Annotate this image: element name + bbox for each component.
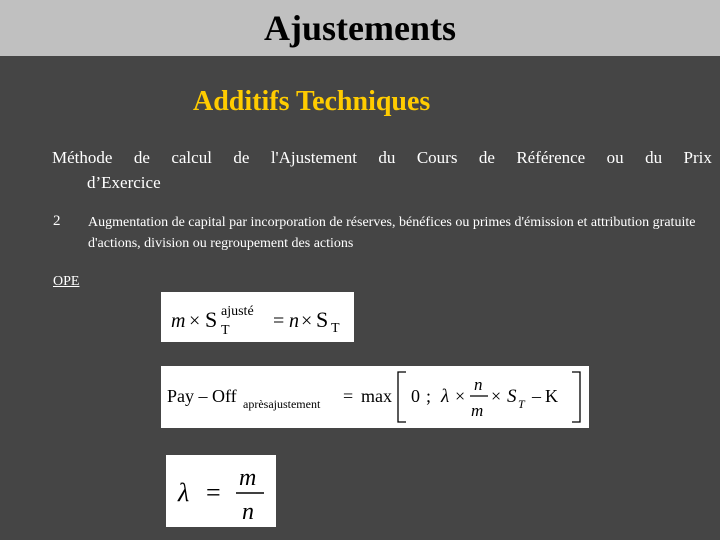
formula-symbol: S bbox=[507, 386, 517, 407]
list-item-number: 2 bbox=[53, 213, 61, 229]
method-word: calcul bbox=[171, 148, 212, 167]
formula-symbol: × bbox=[301, 310, 313, 332]
formula-symbol: – bbox=[532, 386, 541, 406]
method-word: de bbox=[133, 148, 150, 167]
method-word: de bbox=[478, 148, 495, 167]
left-bracket bbox=[398, 372, 406, 422]
formula-denominator: m bbox=[471, 401, 484, 420]
formula-symbol: λ bbox=[441, 386, 450, 407]
formula-symbol: = bbox=[343, 386, 354, 406]
list-item-text: Augmentation de capital par incorporation de réserves, bénéfices ou primes d'émission et attribution gratuite d'actions, division ou regroupement des actions bbox=[88, 215, 696, 251]
formula-symbol: max bbox=[361, 386, 392, 406]
formula-symbol: n bbox=[289, 310, 299, 332]
formula-superscript: ajusté bbox=[221, 304, 254, 319]
formula-symbol: m bbox=[171, 310, 186, 332]
formula-symbol: × bbox=[491, 386, 502, 406]
formula-symbol: × bbox=[189, 310, 201, 332]
formula-symbol: λ bbox=[178, 478, 190, 507]
formula-symbol: S bbox=[205, 307, 218, 332]
method-word: ou bbox=[606, 148, 624, 167]
right-bracket bbox=[572, 372, 580, 422]
ope-link[interactable]: OPE bbox=[53, 274, 80, 289]
method-line-2: d’Exercice bbox=[87, 173, 161, 192]
formula-symbol: K bbox=[545, 386, 558, 406]
method-line-1 bbox=[52, 145, 712, 170]
method-word: Référence bbox=[516, 148, 586, 167]
formula-subscript: T bbox=[221, 323, 230, 338]
title-bar bbox=[0, 0, 720, 56]
formula-symbol: ; bbox=[426, 386, 432, 406]
formula-subscript: aprèsajustement bbox=[243, 397, 321, 411]
formula-lambda bbox=[166, 455, 276, 527]
formula-symbol: 0 bbox=[411, 386, 420, 406]
formula-symbol: Pay – Off bbox=[167, 386, 237, 406]
formula-subscript: T bbox=[331, 321, 340, 336]
method-word: Méthode bbox=[52, 148, 113, 167]
formula-numerator: m bbox=[239, 465, 257, 491]
formula-symbol: = bbox=[206, 478, 221, 507]
formula-denominator: n bbox=[242, 499, 254, 525]
method-word: du bbox=[645, 148, 663, 167]
formula-payoff bbox=[161, 366, 589, 428]
formula-adjusted-price bbox=[161, 292, 354, 342]
formula-symbol: = bbox=[273, 310, 285, 332]
method-word: du bbox=[378, 148, 396, 167]
formula-subscript: T bbox=[518, 397, 525, 411]
slide-title: Ajustements bbox=[264, 8, 456, 48]
method-paragraph bbox=[52, 145, 712, 195]
method-word: l'Ajustement bbox=[270, 148, 357, 167]
formula-numerator: n bbox=[474, 375, 483, 394]
method-word: Cours bbox=[416, 148, 458, 167]
method-word: Prix bbox=[683, 148, 712, 167]
formula-symbol: S bbox=[316, 307, 329, 332]
method-word: de bbox=[233, 148, 250, 167]
slide-subtitle: Additifs Techniques bbox=[193, 86, 431, 117]
formula-symbol: × bbox=[455, 386, 466, 406]
